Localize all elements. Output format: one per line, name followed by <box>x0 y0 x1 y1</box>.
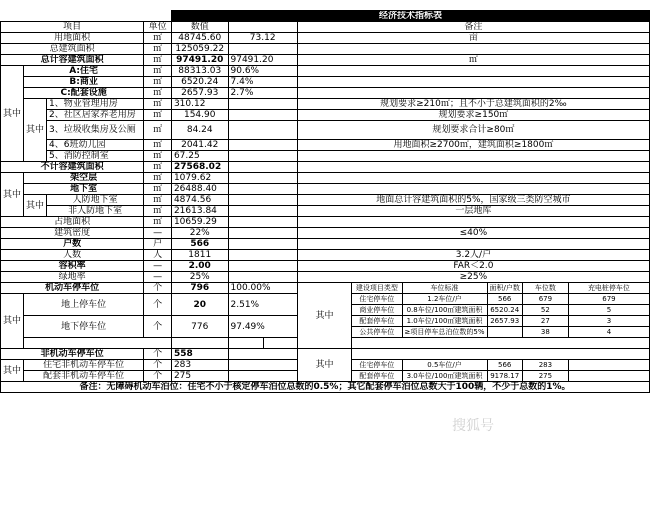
header-item: 项目 <box>1 22 144 33</box>
row-basement: 地下室 ㎡ 26488.40 <box>1 184 650 195</box>
side-label-car: 其中 <box>1 294 24 349</box>
footnote-row <box>1 382 650 393</box>
row-land-area: 用地面积 ㎡ 48745.60 73.12 亩 <box>1 33 650 44</box>
header-remark: 备注 <box>297 22 649 33</box>
table-title: 经济技术指标表 <box>171 11 649 22</box>
side-label-parking: 其中 <box>297 283 351 349</box>
row-facility-3: 3、垃圾收集房及公厕 ㎡ 84.24 规划要求合计≥80㎡ <box>1 121 650 140</box>
row-density: 建筑密度 — 22% ≤40% <box>1 228 650 239</box>
row-parking-spacer <box>1 338 650 349</box>
row-residential: 其中 A:住宅 ㎡ 88313.03 90.6% <box>1 66 650 77</box>
row-non-far: 不计容建筑面积 ㎡ 27568.02 <box>1 162 650 173</box>
row-stilt: 其中 架空层 ㎡ 1079.62 <box>1 173 650 184</box>
row-total-area: 总建筑面积 ㎡ 125059.22 <box>1 44 650 55</box>
row-bike-parking: 非机动车停车位 个 558 其中 <box>1 349 650 360</box>
row-facility-5: 5、消防控制室 ㎡ 67.25 <box>1 151 650 162</box>
side-label-bike: 其中 <box>1 360 24 382</box>
side-label-non-far: 其中 <box>1 173 24 217</box>
row-parking-commercial: 商业停车位 0.8车位/100㎡建筑面积 6520.24 52 5 <box>1 305 650 316</box>
row-civil-defense: 其中 人防地下室 ㎡ 4874.56 地面总计容建筑面积的5%，国家级三类防空城市 <box>1 195 650 206</box>
row-households: 户数 户 566 <box>1 239 650 250</box>
row-facility-2: 2、社区居家养老用房 ㎡ 154.90 规划要求≥150㎡ <box>1 110 650 121</box>
tech-index-sheet <box>0 10 650 393</box>
row-parking-public: 公共停车位 ≥项目停车总泊位数的5% 38 4 <box>1 327 650 338</box>
title-row <box>1 11 650 22</box>
tech-index-table <box>0 10 650 393</box>
row-population: 人数 人 1811 3.2人/户 <box>1 250 650 261</box>
side-label-far: 其中 <box>1 66 24 162</box>
row-facilities: C:配套设施 ㎡ 2657.93 2.7% <box>1 88 650 99</box>
row-car-parking: 机动车停车位 个 796 100.00% 其中 建设项目类型 车位标准 面积/户数 车位数 充电桩停车位 <box>1 283 650 294</box>
row-res-bike: 其中 住宅非机动车停车位 个 283 住宅停车位 0.5车位/户 566 283 <box>1 360 650 371</box>
row-ground-parking: 其中 地上停车位 个 20 2.51% 住宅停车位 1.2车位/户 566 679 679 <box>1 294 650 305</box>
row-far: 容积率 — 2.00 FAR＜2.0 <box>1 261 650 272</box>
header-row <box>1 22 650 33</box>
header-value: 数值 <box>171 22 228 33</box>
side-label-basement: 其中 <box>24 195 47 217</box>
watermark-logo: 搜狐号 <box>452 418 494 434</box>
side-label-facilities: 其中 <box>24 99 47 162</box>
side-label-bike-table: 其中 <box>297 349 351 382</box>
row-far-area: 总计容建筑面积 ㎡ 97491.20 97491.20 ㎡ <box>1 55 650 66</box>
row-underground-parking: 地下停车位 个 776 97.49% 配套停车位 1.0车位/100㎡建筑面积 2657.93 27 3 <box>1 316 650 327</box>
row-facility-4: 4、6班幼儿园 ㎡ 2041.42 用地面积≥2700㎡，建筑面积≥1800㎡ <box>1 140 650 151</box>
row-commercial: B:商业 ㎡ 6520.24 7.4% <box>1 77 650 88</box>
header-unit: 单位 <box>144 22 172 33</box>
row-aux-bike: 配套非机动车停车位 个 275 配套停车位 3.0车位/100㎡建筑面积 9178.17 275 <box>1 371 650 382</box>
row-facility-1: 其中 1、物业管理用房 ㎡ 310.12 规划要求≥210㎡；且不小于总建筑面积的2‰ <box>1 99 650 110</box>
footnote: 备注：无障碍机动车泊位：住宅不小于核定停车泊位总数的0.5%；其它配套停车泊位总数大于100辆，不少于总数的1%。 <box>1 382 650 393</box>
row-footprint: 占地面积 ㎡ 10659.29 <box>1 217 650 228</box>
row-non-civil-defense: 非人防地下室 ㎡ 21613.84 一层地库 <box>1 206 650 217</box>
row-green: 绿地率 — 25% ≥25% <box>1 272 650 283</box>
